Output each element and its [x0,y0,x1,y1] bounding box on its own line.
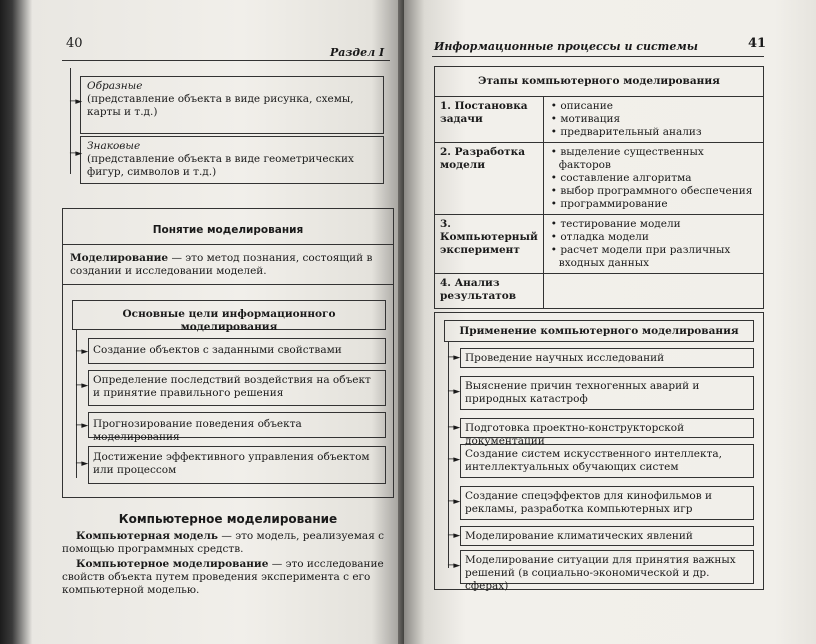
stage-name: 4. Анализ результатов [435,274,544,309]
paragraph-computer-modeling [62,558,390,597]
concept-title-rule [62,244,394,245]
stage-items [543,274,763,309]
applications-title-box [444,320,754,342]
arrow-icon: ─► [76,421,89,431]
arrow-icon: ─► [448,531,461,541]
right-running-header: Информационные процессы и системы [434,40,698,53]
application-item-text: Моделирование климатических явлений [465,530,693,542]
arrow-icon: ─► [448,561,461,571]
arrow-icon: ─► [70,149,83,159]
list-item: • программирование [559,198,758,211]
arrow-icon: ─► [448,353,461,363]
stage-items [543,143,763,215]
application-item [460,376,754,410]
right-header-rule [432,56,764,57]
list-item: • составление алгоритма [559,172,758,185]
modeling-definition [70,252,388,278]
arrow-icon: ─► [76,459,89,469]
goals-title: Основные цели информационного моделирования [122,308,336,333]
application-item-text: Создание систем искусственного интеллекта, интеллектуальных обучающих систем [465,448,722,473]
applications-title: Применение компьютерного моделирования [459,325,739,337]
list-item: • выбор программного обеспечения [559,185,758,198]
application-item-text: Подготовка проектно-конструкторской документации [465,422,685,447]
goal-item-text: Создание объектов с заданными свойствами [93,344,342,356]
application-item-text: Проведение научных исследований [465,352,665,364]
stage-name: 2. Разработка модели [435,143,544,215]
application-item [460,486,754,520]
stage-name: 1. Постановка задачи [435,97,544,143]
stages-table [434,66,764,309]
list-item: • мотивация [559,113,758,126]
sign-model-symbolic-text: (представление объекта в виде геометрических фигур, символов и т.д.) [87,153,354,178]
table-row [435,143,764,215]
stage-items [543,97,763,143]
right-page-number: 41 [748,36,767,51]
modeling-concept-title: Понятие моделирования [152,224,304,236]
concept-definition-rule [62,284,394,285]
stage-items [543,215,763,274]
left-header-rule [62,60,390,61]
application-item [460,526,754,546]
list-item: • отладка модели [559,231,758,244]
sign-model-symbolic-title: Знаковые [87,140,141,152]
arrow-icon: ─► [448,455,461,465]
arrow-icon: ─► [70,97,83,107]
section-title: Компьютерное моделирование [118,512,338,526]
paragraph-text: — это исследование свойств объекта путем проведения эксперимента с его компьютерной моделью. [62,558,384,596]
table-row [435,215,764,274]
application-item [460,550,754,592]
left-page [0,0,404,644]
modeling-definition-text: — это метод познания, состоящий в создании и исследовании моделей. [70,252,373,277]
list-item: • выделение существенных факторов [559,146,758,172]
goal-item [88,412,386,443]
application-item-text: Моделирование ситуации для принятия важных решений (в социально-экономической и др. сферах) [465,554,736,592]
goal-item [88,446,386,484]
arrow-icon: ─► [448,423,461,433]
application-item [460,418,754,447]
list-item: • предварительный анализ [559,126,758,139]
goal-item [88,370,386,406]
goal-item-text: Определение последствий воздействия на объект и принятие правильного решения [93,374,371,399]
table-row [435,274,764,309]
arrow-icon: ─► [448,497,461,507]
stage-name: 3. Компьютерный эксперимент [435,215,544,274]
goal-item-text: Достижение эффективного управления объектом или процессом [93,451,370,476]
application-item [460,444,754,478]
left-page-number: 40 [66,36,83,51]
application-item-text: Выяснение причин техногенных аварий и природных катастроф [465,380,700,405]
arrow-icon: ─► [76,381,89,391]
list-item: • расчет модели при различных входных данных [559,244,758,270]
sign-model-symbolic [80,136,384,184]
application-item-text: Создание спецэффектов для кинофильмов и рекламы, разработка компьютерных игр [465,490,712,515]
modeling-definition-term: Моделирование [70,252,169,264]
sign-model-figurative-text: (представление объекта в виде рисунка, схемы, карты и т.д.) [87,93,354,118]
paragraph-term: Компьютерная модель [76,530,219,542]
table-row [435,97,764,143]
list-item: • тестирование модели [559,218,758,231]
goal-item [88,338,386,364]
arrow-icon: ─► [76,347,89,357]
arrow-icon: ─► [448,387,461,397]
paragraph-computer-model [62,530,390,556]
stages-title: Этапы компьютерного моделирования [435,67,764,97]
sign-model-figurative [80,76,384,134]
goal-item-text: Прогнозирование поведения объекта моделирования [93,418,302,443]
application-item [460,348,754,368]
list-item: • описание [559,100,758,113]
goals-title-box [72,300,386,333]
sign-model-figurative-title: Образные [87,80,143,92]
right-page [404,0,816,644]
paragraph-term: Компьютерное моделирование [76,558,269,570]
paragraph-text: — это модель, реализуемая с помощью программных средств. [62,530,385,555]
left-running-header: Раздел I [330,46,385,59]
